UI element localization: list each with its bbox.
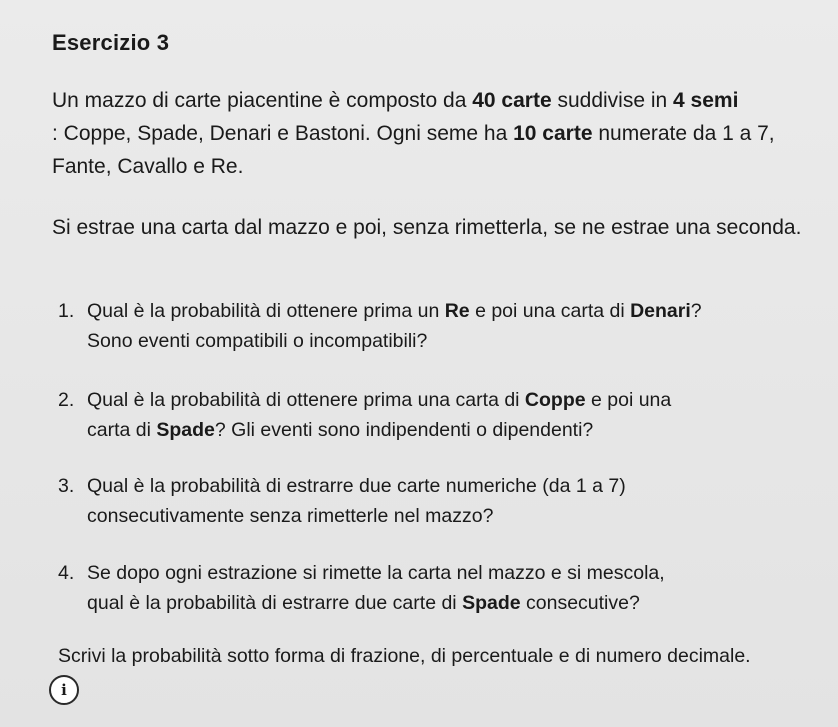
draw-paragraph: Si estrae una carta dal mazzo e poi, senza rimetterla, se ne estrae una seconda.: [52, 216, 802, 239]
intro-text-1: Un mazzo di carte piacentine è composto da: [52, 89, 473, 112]
question-text: e poi una: [585, 389, 672, 411]
question-continuation: [58, 588, 828, 618]
question-2: [58, 385, 828, 445]
intro-bold-cards: 40 carte: [472, 89, 552, 112]
question-number: 3.: [58, 475, 75, 497]
intro-bold-cards-per-suit: 10 carte: [513, 122, 593, 145]
question-text: Qual è la probabilità di ottenere prima una carta di: [87, 389, 525, 411]
question-1: [58, 296, 828, 356]
page-title: Esercizio 3: [52, 30, 170, 55]
question-text: ?: [690, 300, 702, 322]
question-bold: Coppe: [524, 389, 586, 411]
question-text: carta di: [87, 419, 157, 441]
final-instruction: Scrivi la probabilità sotto forma di frazione, di percentuale e di numero decimale.: [58, 645, 751, 667]
question-number: 1.: [58, 300, 75, 322]
info-icon[interactable]: i: [49, 675, 79, 705]
question-text: ? Gli eventi sono indipendenti o dipendenti?: [214, 419, 594, 441]
question-bold: Spade: [462, 592, 521, 614]
question-bold: Re: [444, 300, 470, 322]
question-continuation: consecutivamente senza rimetterle nel mazzo?: [87, 505, 494, 527]
question-bold: Denari: [630, 300, 691, 322]
question-text: Qual è la probabilità di ottenere prima un: [87, 300, 445, 322]
intro-text-4: numerate da 1 a 7, Fante, Cavallo e Re.: [52, 122, 775, 178]
question-bold: Spade: [156, 419, 215, 441]
question-4: [58, 558, 828, 618]
question-text: Qual è la probabilità di estrarre due carte numeriche (da 1 a 7): [87, 475, 626, 497]
intro-text-2: suddivise in: [551, 89, 674, 112]
question-text: qual è la probabilità di estrarre due carte di: [87, 592, 463, 614]
question-continuation: [58, 415, 828, 445]
intro-text-3: : Coppe, Spade, Denari e Bastoni. Ogni seme ha: [52, 122, 514, 145]
question-text: e poi una carta di: [469, 300, 631, 322]
question-3: [58, 471, 828, 531]
question-number: 4.: [58, 562, 75, 584]
question-text: Se dopo ogni estrazione si rimette la carta nel mazzo e si mescola,: [87, 562, 665, 584]
intro-paragraph: [52, 84, 822, 183]
question-text: consecutive?: [520, 592, 640, 614]
question-continuation: Sono eventi compatibili o incompatibili?: [87, 330, 428, 352]
intro-bold-suits: 4 semi: [673, 89, 739, 112]
question-number: 2.: [58, 389, 75, 411]
